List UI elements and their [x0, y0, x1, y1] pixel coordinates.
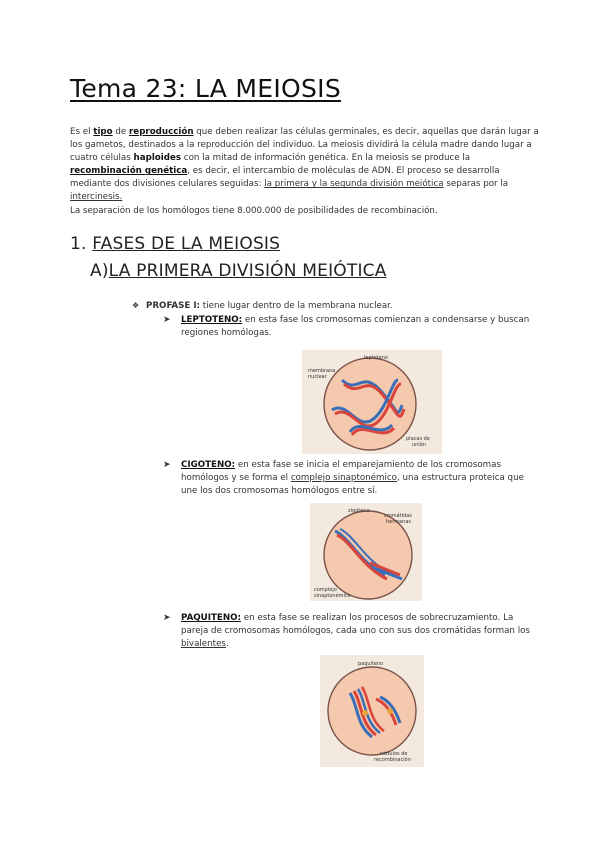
intro-text: Es el [70, 127, 94, 137]
paquiteno-text: . [225, 639, 229, 650]
figure-title: zigoteno [348, 508, 370, 514]
cigoteno-text: , una estructura proteica que une los dos cromosomas homólogos entre sí. [181, 473, 524, 497]
figure-title: paquiteno [358, 661, 384, 667]
term-tipo: tipo [93, 127, 113, 137]
page-title: Tema 23: LA MEIOSIS [70, 74, 341, 103]
term-intercinesis: intercinesis. [70, 192, 123, 203]
leptoteno-label: LEPTOTENO: [181, 315, 243, 325]
figure-label: nuclear [308, 374, 327, 380]
intro-text: separas por la [443, 179, 509, 190]
figure-title: leptoteno [364, 355, 388, 361]
section-heading-1 [70, 234, 280, 254]
diamond-bullet-icon: ❖ [132, 301, 140, 310]
arrow-bullet-icon: ➤ [163, 315, 171, 325]
paquiteno-label: PAQUITENO: [181, 613, 241, 623]
arrow-bullet-icon: ➤ [163, 613, 171, 623]
arrow-bullet-icon: ➤ [163, 460, 171, 470]
term-recombinacion: recombinación genética [70, 166, 188, 177]
intro-paragraph [70, 126, 540, 218]
figure-label: cromátidas [384, 513, 412, 519]
figure-label: nódulos de [380, 751, 408, 757]
subsection-heading-a [90, 261, 387, 281]
paquiteno-figure [320, 655, 424, 767]
leptoteno-figure [302, 350, 442, 454]
figure-label: placas de [406, 436, 430, 442]
cigoteno-item [163, 459, 538, 499]
profase-bullet [132, 300, 393, 312]
subsection-title: LA PRIMERA DIVISIÓN MEIÓTICA [108, 261, 387, 281]
intro-text: con la mitad de información genética. En la meiosis se produce la [181, 153, 471, 164]
intro-second-line: La separación de los homólogos tiene 8.000.000 de posibilidades de recombinación. [70, 205, 438, 216]
intro-text: de [112, 127, 130, 137]
cigoteno-figure [310, 503, 422, 601]
leptoteno-item [163, 314, 538, 340]
figure-label: complejo [314, 587, 337, 593]
figure-label: membrana [308, 368, 336, 374]
intro-text: , es decir, el intercambio de moléculas de ADN. El proceso se desarrolla mediante dos divisiones celulares seguidas: [70, 166, 500, 190]
section-title: FASES DE LA MEIOSIS [92, 234, 281, 254]
subsection-prefix: A) [90, 261, 109, 281]
paquiteno-text: en esta fase se realizan los procesos de sobrecruzamiento. La pareja de cromosomas homólogos, cada uno con sus dos cromátidas forman los [181, 613, 530, 637]
profase-text: tiene lugar dentro de la membrana nuclear. [200, 301, 393, 311]
paquiteno-item [163, 612, 538, 652]
term-haploides: haploides [133, 153, 182, 164]
figure-label: unión [412, 442, 426, 448]
section-number: 1. [70, 234, 93, 254]
intro-text: que deben realizar las células germinales, es decir, aquellas que darán lugar a los gametos, destinados a la reproducción del individuo. La meiosis dividirá la célula madre dando lugar a cuatro células [70, 127, 539, 164]
figure-label: sinaptonémico [314, 593, 351, 599]
term-complejo-sinaptonemico: complejo sinaptonémico [290, 473, 397, 484]
cigoteno-text: en esta fase se inicia el emparejamiento de los cromosomas homólogos y se forma el [181, 460, 501, 484]
leptoteno-text: en esta fase los cromosomas comienzan a condensarse y buscan regiones homólogas. [181, 315, 530, 339]
term-bivalentes: bivalentes [181, 639, 226, 650]
term-divisiones: la primera y la segunda división meiótica [264, 179, 444, 190]
cigoteno-label: CIGOTENO: [181, 460, 236, 470]
term-reproduccion: reproducción [129, 127, 194, 137]
figure-label: recombinación [374, 757, 411, 763]
figure-label: hermanas [386, 519, 411, 525]
profase-label: PROFASE I: [146, 301, 201, 311]
